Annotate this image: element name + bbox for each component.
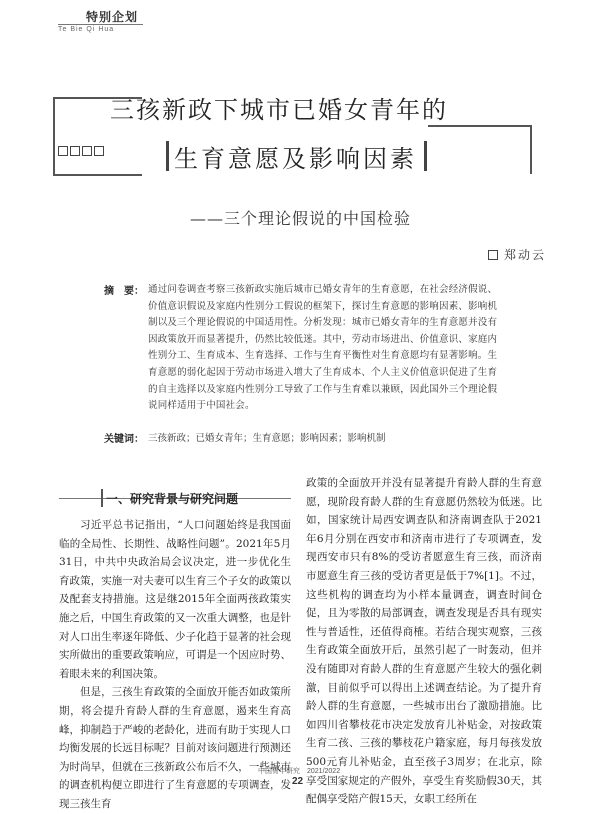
author-name: 郑动云: [504, 248, 547, 262]
column-title: 特别企划: [86, 10, 139, 24]
title-bar-left: [166, 141, 169, 171]
square-icon: [94, 146, 104, 156]
section-marker: [101, 489, 103, 507]
article-title-line2: 生育意愿及影响因素: [174, 145, 417, 173]
decorative-squares: [58, 146, 104, 156]
square-icon: [70, 146, 80, 156]
paragraph: 习近平总书记指出，“人口问题始终是我国面临的全局性、长期性、战略性问题”。2021年5月31日，中共中央政治局会议决定，进一步优化生育政策，实施一对夫妻可以生育三个子女的政策以及配套支持措施。这是继2015年全面两孩政策实施之后，中国生育政策的又一次重大调整，也是针对人口出生率逐年降低、少子化趋于显著的社会现实所做出的重要政策响应，可谓是一个因应时势、着眼未来的利国决策。: [59, 519, 291, 680]
article-title-line1: 三孩新政下城市已婚女青年的: [110, 96, 448, 124]
square-icon: [82, 146, 92, 156]
right-column: [306, 474, 542, 809]
paragraph: 但是，三孩生育政策的全面放开能否如政策所期，将会提升育龄人群的生育意愿，遏来生育高峰，抑制趋于严峻的老龄化，进而有助于实现人口均衡发展的长远目标呢？目前对该问题进行预测还为时尚早，但就在三孩新政公布后不久，一些城市的调查机构便立即进行了生育意愿的专项调查，发现三孩生育: [59, 686, 291, 810]
journal-footer: 中国青年研究 2021/2022: [258, 768, 341, 775]
keywords-text: 三孩新政；已婚女青年；生育意愿；影响因素；影响机制: [148, 433, 386, 444]
left-column: [59, 516, 291, 814]
author-square-icon: [488, 250, 498, 260]
header-rule: [58, 24, 143, 25]
column-latin: Te Bie Qi Hua: [58, 26, 115, 33]
abstract-label: 摘 要：: [104, 286, 144, 297]
section-title: 一、研究背景与研究问题: [106, 492, 239, 506]
square-icon: [58, 146, 68, 156]
page-number: 22: [292, 776, 304, 787]
title-bar-right: [424, 141, 427, 171]
paragraph: 政策的全面放开并没有显著提升育龄人群的生育意愿，现阶段育龄人群的生育意愿仍然较为低迷。比如，国家统计局西安调查队和济南调查队于2021年6月分别在西安市和济南市进行了专项调查，发现西安市只有8%的受访者愿意生育三孩，而济南市愿意生育三孩的受访者更是低于7%[1]。不过，这些机构的调查均为小样本量调查，调查时间仓促，且为零散的局部调查，调查发现是否具有现实性与普适性，还值得商榷。若结合现实观察，三孩生育政策全面放开后，虽然引起了一时轰动，但并没有随即对育龄人群的生育意愿产生较大的强化刺激，目前似乎可以得出上述调查结论。为了提升育龄人群的生育意愿，一些城市出台了激励措施。比如四川省攀枝花市决定发放育儿补贴金，对按政策生育二孩、三孩的攀枝花户籍家庭，每月每孩发放500元育儿补贴金，直至孩子3周岁；在北京，除享受国家规定的产假外，享受生育奖励假30天，其配偶享受陪产假15天，女职工经所在: [306, 477, 542, 806]
title-frame-right: [428, 125, 532, 174]
article-subtitle: ——三个理论假说的中国检验: [190, 209, 412, 228]
keywords-label: 关键词：: [104, 434, 144, 445]
abstract-text: 通过问卷调查考察三孩新政实施后城市已婚女青年的生育意愿，在社会经济假说、价值意识假说及家庭内性别分工假说的框架下，探讨生育意愿的影响因素、影响机制以及三个理论假说的中国适用性。分析发现：城市已婚女青年的生育意愿并没有因政策放开而显著提升，仍然比较低迷。其中，劳动市场进出、价值意识、家庭内性别分工、生育成本、生育选择、工作与生育平衡性对生育意愿均有显著影响。生育意愿的弱化起因于劳动市场进入增大了生育成本、个人主义价值意识促进了生育的自主选择以及家庭内性别分工导致了工作与生育难以兼顾，因此国外三个理论假说同样适用于中国社会。: [148, 284, 498, 412]
